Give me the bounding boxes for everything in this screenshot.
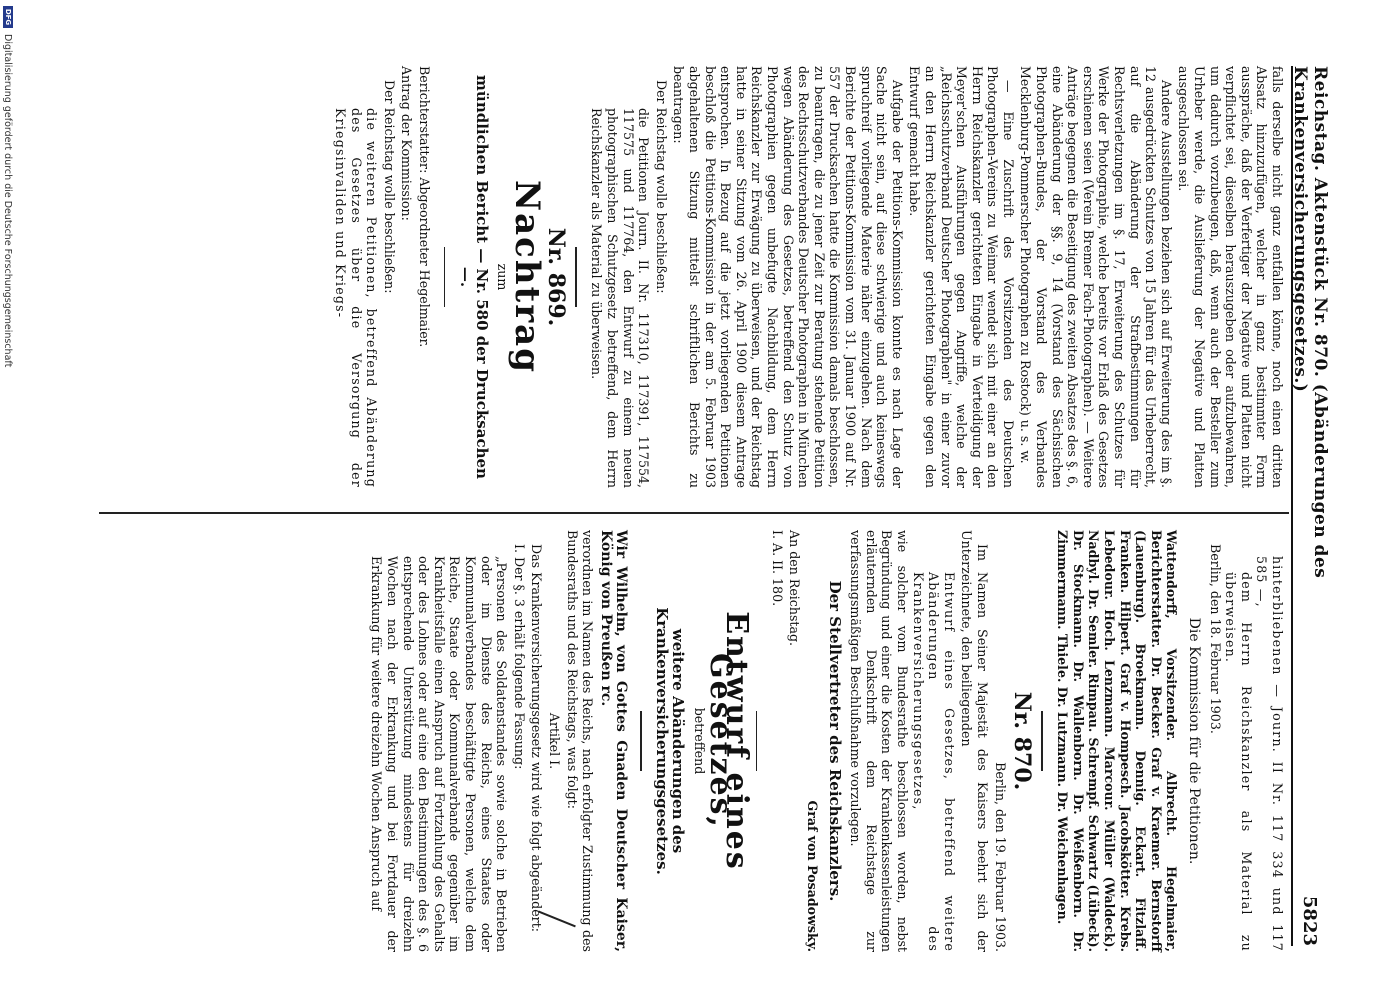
section-divider xyxy=(640,711,642,771)
section-divider xyxy=(575,247,577,307)
bill-subtitle: betreffend xyxy=(691,707,707,775)
bill-title: Entwurf eines Gesetzes, xyxy=(703,611,754,871)
signatory-name: Graf von Posadowsky. xyxy=(805,800,821,952)
enacting-formula: Wir Wilhelm, von Gottes Gnaden Deutscher Kaiser, König von Preußen rc. xyxy=(597,530,630,952)
column-divider xyxy=(99,512,1289,514)
signatory-title: Der Stellvertreter des Reichskanzlers. xyxy=(825,580,844,902)
paragraph: — Eine Zuschrift des Vorsitzenden des Deutschen Photographen-Vereins zu Weimar wendet sich mit einer an den Herrn Reichskanzler gerichteten Eingabe in Verteidigung der Meyer'schen Ausführungen gegen Angriffe, welche der „Reichsschutzverband Deutscher Photographen" in einer zuvor an den Herrn Reichskanzler gerichteten Eingabe gegen den Entwurf gemacht habe. xyxy=(907,66,1016,488)
commission-title: Die Kommission für die Petitionen. xyxy=(1186,617,1203,865)
paragraph: I. Der §. 3 erhält folgende Fassung: xyxy=(511,544,527,770)
motion-intro: Der Reichstag wolle beschließen: xyxy=(381,80,397,294)
commission-motion-label: Antrag der Kommission: xyxy=(399,66,415,221)
rapporteur: Berichterstatter: Abgeordneter Hegelmaier. xyxy=(416,66,432,348)
bill-subject: weitere Abänderungen des Krankenversicherungsgesetzes. xyxy=(653,607,687,875)
paragraph: Das Krankenversicherungsgesetz wird wie folgt abgeändert: xyxy=(529,544,545,933)
section-divider xyxy=(444,247,446,307)
document-number: Nr. 870. xyxy=(1009,691,1036,791)
reference-number: I. A. II. 180. xyxy=(769,530,785,607)
dfg-logo-icon: DFG xyxy=(3,6,13,28)
section-divider xyxy=(756,711,758,771)
page-header xyxy=(1290,66,1330,946)
signatories: Wattendorff, Vorsitzender. Albrecht. Hegelmaier, Berichterstatter. Dr. Becker. Graf v. Kraemer. Bernstorff (Lauenburg). Broekmann. Dennig. Eckart. Fitzlaff. Franken. Hilpert. Graf v. Hompesch. Jacobskötter. Krebs. Lebedour. Hoch. Lenzmann. Marcour. Müller (Waldeck). Nadbyl. Dr. Semler. Rimpau. Schrempf. Schwartz (Lübeck). Dr. Stockmann. Dr. Wallenborn. Dr. Weißenborn. Dr. Zimmermann. Thiele. Dr. Lutzmann. Dr. Weichenhagen. xyxy=(1055,530,1180,952)
footer xyxy=(0,0,16,1006)
article-heading: Artikel I. xyxy=(546,712,562,770)
quoted-text: „Personen des Soldatenstandes sowie solche in Betrieben oder im Dienste des Reichs, eines Staates oder Kommunalverbandes beschäftigte Personen, welche dem Reiche, Staate oder Kommunalverbande gegenüber im Krankheitsfalle einen Anspruch auf Fortzahlung des Gehalts oder des Lohnes oder auf eine den Bestimmungen des §. 6 entsprechende Unterstützung mindestens für dreizehn Wochen nach der Erkrankung und bei Fortdauer der Erkrankung für weitere dreizehn Wochen Anspruch auf xyxy=(369,556,510,952)
report-title: mündlichen Bericht — Nr. 580 der Drucksachen —. xyxy=(457,75,491,479)
document-number: Nr. 869. xyxy=(543,227,570,327)
bill-reference: Entwurf eines Gesetzes, betreffend weitere Abänderungen des Krankenversicherungsgesetzes, xyxy=(910,572,957,952)
continued-text: hinterbliebenen — Journ. II Nr. 117 334 und 117 585 —, xyxy=(1254,556,1285,952)
motion-body: die Petitionen Journ. II. Nr. 117310, 117391, 117554, 117575 und 117764, den Entwurf zu einem neuen photographischen Schutzgesetz betreffend, dem Herrn Reichskanzler als Material zu überweisen. xyxy=(589,108,652,488)
motion-body: die weiteren Petitionen, betreffend Abänderung des Gesetzes über die Versorgung der Kriegsinvaliden und Kriegs- xyxy=(332,108,380,488)
paragraph: Andere Ausstellungen beziehen sich auf Erweiterung des im §. 12 ausgedrückten Schutzes von 15 Jahren für das Urheberrecht, auf die Abänderung der Strafbestimmungen für Rechtsverletzungen im §. 17, Erweiterung des Schutzes für Werke der Photographie, welche bereits vor Erlaß des Gesetzes erschienen seien (Verein Bremer Fach-Photographen). — Weitere Anträge begegnen die Beseitigung des zweiten Absatzes des §. 6, eine Abänderung der §§. 9, 14 (Vorstand des Sächsischen Photographen-Bundes, der Vorstand des Verbandes Mecklenburg-Pommerscher Photographen zu Rostock) u. s. w. xyxy=(1018,66,1174,488)
left-column xyxy=(115,66,1285,488)
funding-notice: Digitalisierung gefördert durch die Deutsche Forschungsgemeinschaft xyxy=(2,34,14,368)
continued-text: dem Herrn Reichskanzler als Material zu überweisen. xyxy=(1223,572,1254,952)
section-divider xyxy=(1041,711,1043,771)
right-column xyxy=(115,530,1285,952)
page-number: 5823 xyxy=(1299,895,1321,946)
paragraph: Aufgabe der Petitions-Kommission konnte es nach Lage der Sache nicht sein, auf diese schwierige und auch keineswegs spruchreif vorliegende Materie näher einzugehen. Nach dem Berichte der Petitions-Kommission vom 31. Januar 1900 auf Nr. 557 der Drucksachen hatte die Kommission damals beschlossen, zu beantragen, die zu jener Zeit zur Beratung stehende Petition des Rechtsschutzverbandes Deutscher Photographen in München wegen Abänderung des Gesetzes, betreffend den Schutz von Photographien gegen unbefugte Nachbildung, dem Herrn Reichskanzler zur Erwägung zu überweisen, und der Reichstag hatte in seiner Sitzung vom 26. April 1900 diesem Antrage entsprochen. In Bezug auf die jetzt vorliegenden Petitionen beschloß die Petitions-Kommission in der am 5. Februar 1903 abgehaltenen Sitzung mittelst schriftlichen Berichts zu beantragen: xyxy=(671,66,905,488)
paragraph: falls derselbe nicht ganz entfallen könne, noch einen dritten Absatz hinzuzufügen, welcher in ganz bestimmter Form ausspräche, daß der Verfertiger der Negative und Platten nicht verpflichtet sei, dieselben herauszugeben oder aufzubewahren, um dadurch vorzubeugen, daß, wenn auch der Besteller zum Urheber werde, die Auslieferung der Negative und Platten ausgeschlossen sei. xyxy=(1176,66,1285,488)
paragraph: wie solcher vom Bundesrathe beschlossen worden, nebst Begründung und einer die Kosten der Krankenkassenleistungen erläuternden Denkschrift dem Reichstage zur verfassungsmäßigen Beschlußnahme vorzulegen. xyxy=(848,530,911,952)
addressee: An den Reichstag. xyxy=(787,530,803,647)
dateline: Berlin, den 19. Februar 1903. xyxy=(992,762,1008,952)
running-title: Reichstag. Aktenstück Nr. 870. (Abänderungen des Krankenversicherungsgesetzes.) xyxy=(1290,66,1330,579)
dateline: Berlin, den 18. Februar 1903. xyxy=(1207,544,1223,734)
section-title: Nachtrag xyxy=(506,180,547,374)
motion-intro: Der Reichstag wolle beschließen: xyxy=(653,80,669,294)
paragraph: verordnen im Namen des Reichs, nach erfolgter Zustimmung des Bundesraths und des Reichstags, was folgt: xyxy=(564,530,596,952)
section-subtitle: zum xyxy=(495,263,511,291)
paragraph: Im Namen Seiner Majestät des Kaisers beehrt sich der Unterzeichnete, den beiliegenden xyxy=(959,530,990,952)
